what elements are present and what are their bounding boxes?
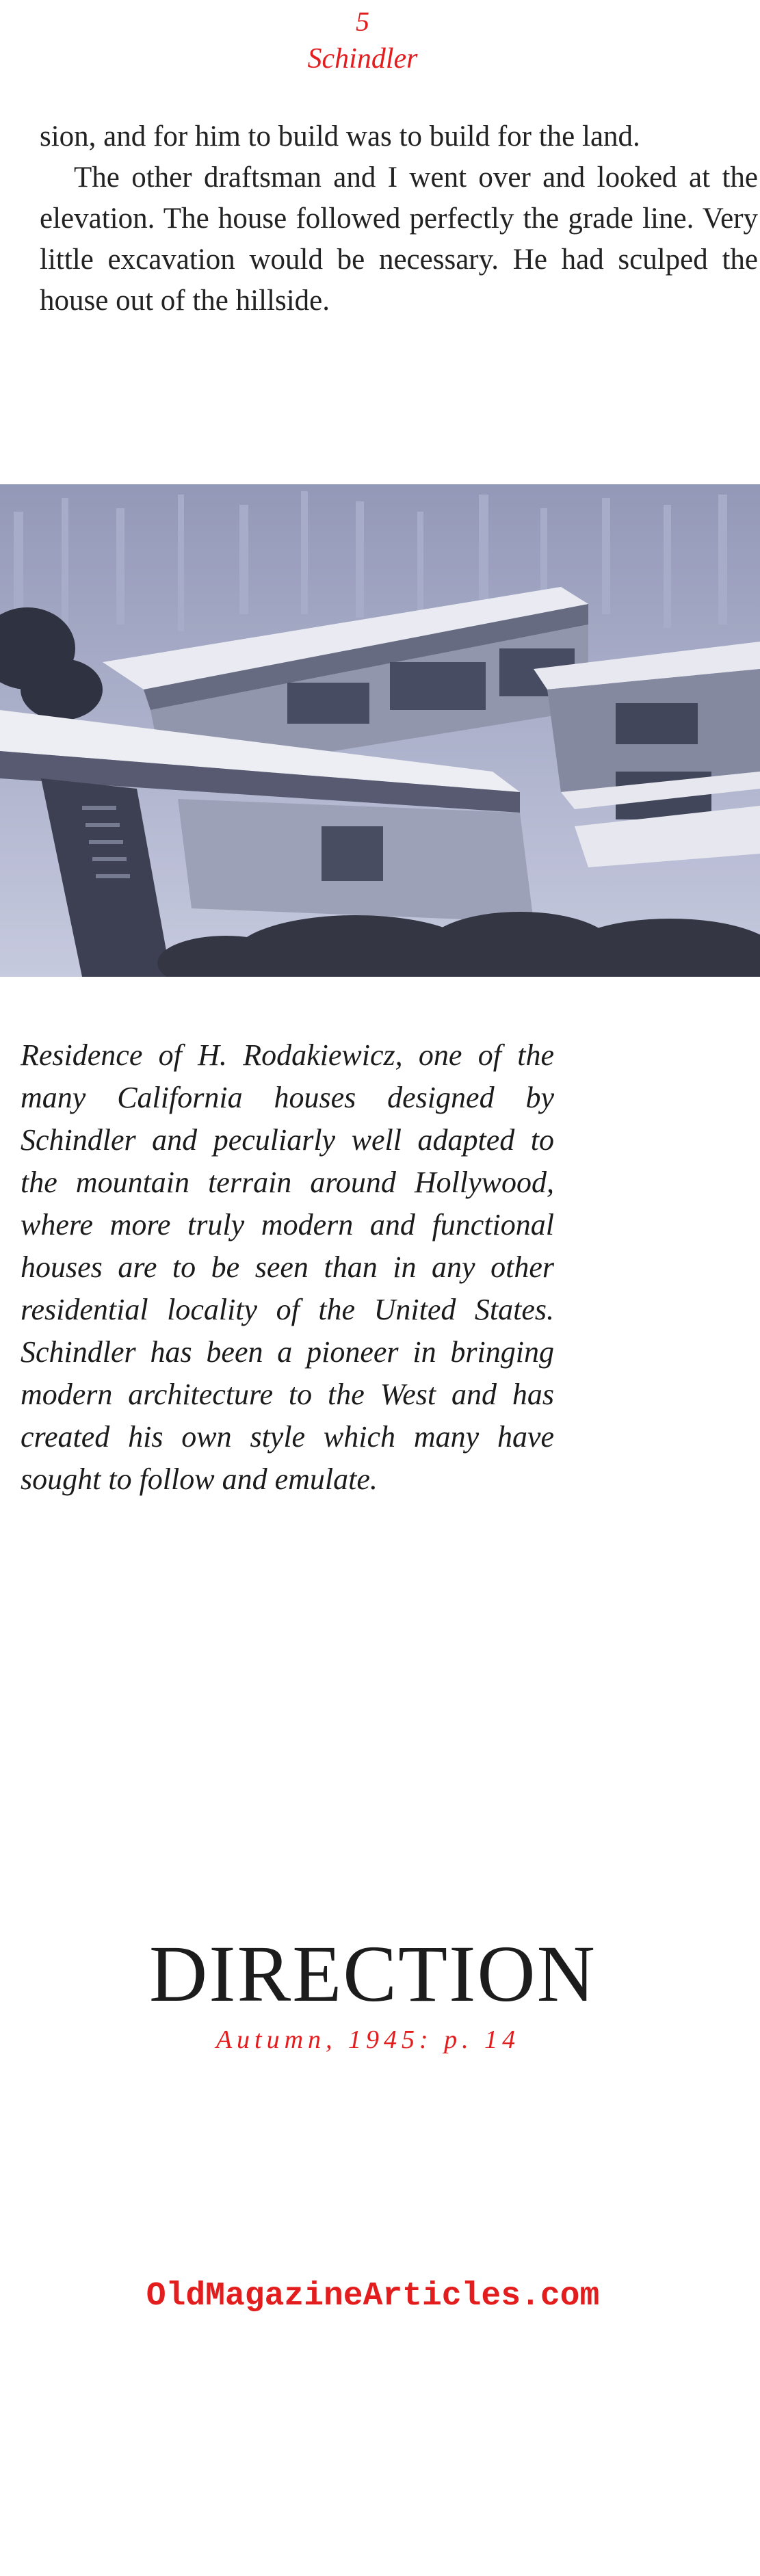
issue-date: Autumn, 1945: p. 14	[215, 2025, 521, 2054]
article-paragraph: sion, and for him to build was to build for the land.	[40, 120, 640, 153]
article-title: Schindler	[307, 43, 418, 75]
article-body	[40, 116, 758, 321]
photo-tint-overlay	[0, 484, 760, 977]
page-number: 5	[356, 6, 369, 37]
house-photo	[0, 484, 760, 977]
magazine-masthead: DIRECTION	[149, 1929, 597, 2019]
site-credit-link[interactable]: OldMagazineArticles.com	[146, 2278, 600, 2315]
house-photo-graphic	[0, 484, 760, 977]
article-paragraph: The other draftsman and I went over and looked at the elevation. The house followed perfectly the grade line. Very little excavation would be necessary. He had sculped the house out of the hillside.	[40, 161, 758, 317]
caption-text: Residence of H. Rodakiewicz, one of the many California houses designed by Schindler and peculiarly well adapted to the mountain terrain around Hollywood, where more truly modern and functional houses are to be seen than in any other residential locality of the United States. Schindler has been a pioneer in bringing modern architecture to the West and has created his own style which many have sought to follow and emulate.	[21, 1038, 554, 1496]
photo-caption	[21, 1034, 554, 1501]
